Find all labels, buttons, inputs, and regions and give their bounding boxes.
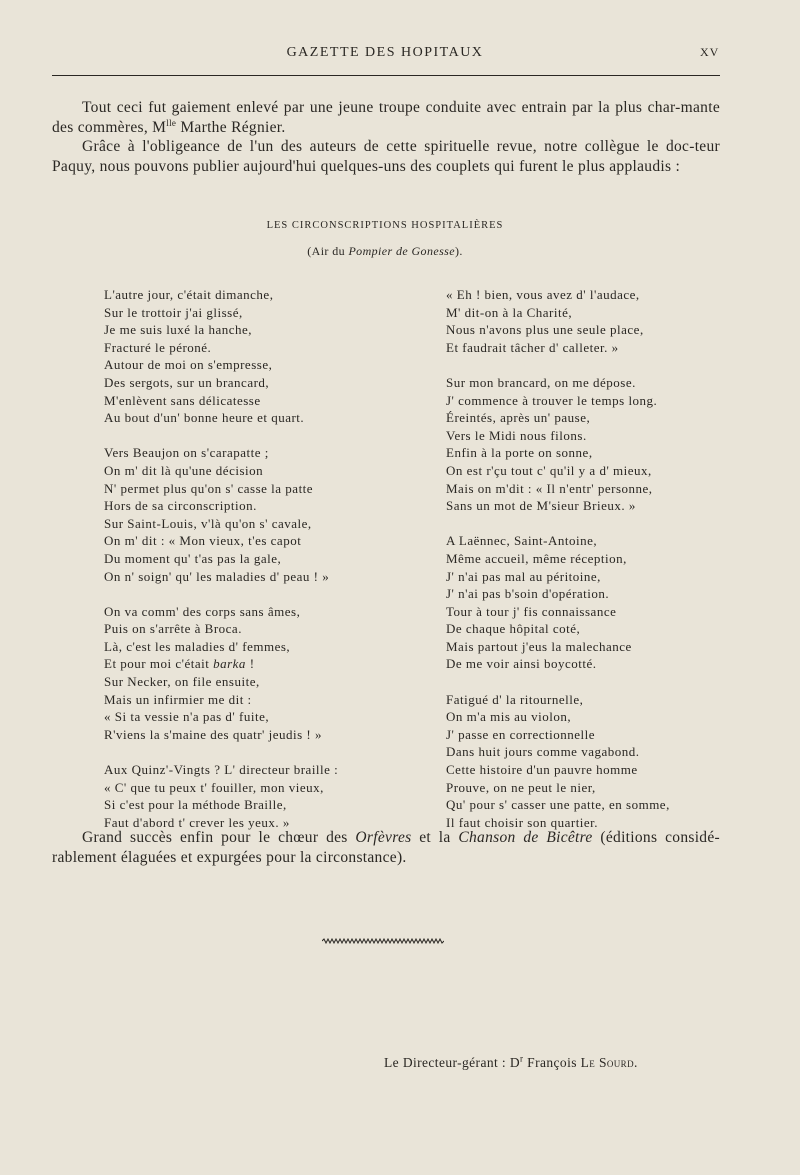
verse-line: Au bout d'un' bonne heure et quart. bbox=[104, 410, 305, 426]
verse-line: L'autre jour, c'était dimanche, bbox=[104, 287, 274, 302]
verse-line: Du moment qu' t'as pas la gale, bbox=[104, 550, 282, 566]
verse-line: J' n'ai pas b'soin d'opération. bbox=[446, 586, 610, 602]
stanza bbox=[104, 444, 404, 585]
verse-column-left bbox=[104, 286, 404, 849]
verse-line: Hors de sa circonscription. bbox=[104, 498, 257, 514]
verse-line: Des sergots, sur un brancard, bbox=[104, 374, 270, 390]
verse-line: Sur Saint-Louis, v'là qu'on s' cavale, bbox=[104, 515, 312, 531]
verse-line: Éreintés, après un' pause, bbox=[446, 410, 591, 426]
verse-line: Sur Necker, on file ensuite, bbox=[104, 674, 260, 690]
verse-line: Même accueil, même réception, bbox=[446, 550, 627, 566]
verse-line: J' passe en correctionnelle bbox=[446, 726, 596, 742]
verse-line: Tour à tour j' fis connaissance bbox=[446, 603, 617, 619]
verse-line: On m'a mis au violon, bbox=[446, 709, 572, 725]
verse-line: M'enlèvent sans délicatesse bbox=[104, 392, 261, 408]
verse-line: Sur le trottoir j'ai glissé, bbox=[104, 304, 243, 320]
verse-line: On n' soign' qu' les maladies d' peau ! » bbox=[104, 568, 330, 584]
verse-line: Là, c'est les maladies d' femmes, bbox=[104, 638, 291, 654]
verse-line: Il faut choisir son quartier. bbox=[446, 814, 599, 830]
stanza bbox=[446, 691, 746, 832]
verse-line: Sur mon brancard, on me dépose. bbox=[446, 374, 636, 390]
page-number: XV bbox=[700, 45, 720, 59]
verse-line: Cette histoire d'un pauvre homme bbox=[446, 762, 638, 778]
verse-line: On m' dit là qu'une décision bbox=[104, 462, 264, 478]
stanza bbox=[104, 761, 404, 831]
verse-line: Autour de moi on s'empresse, bbox=[104, 357, 273, 373]
stanza bbox=[104, 603, 404, 744]
intro-paragraph-1: Tout ceci fut gaiement enlevé par une jeune troupe conduite avec entrain par la plus char-mante des commères, $M^{lle}$ Marthe Régnier. bbox=[52, 99, 720, 136]
verse-line: On va comm' des corps sans âmes, bbox=[104, 603, 301, 619]
verse-line: Nous n'avons plus une seule place, bbox=[446, 322, 644, 338]
closing-paragraph: Grand succès enfin pour le chœur des Orfèvres et la Chanson de Bicêtre (éditions considé-rablement élaguées et expurgées pour la circonstance). bbox=[52, 829, 720, 866]
verse-line: N' permet plus qu'on s' casse la patte bbox=[104, 480, 314, 496]
song-air-line: (Air du Pompier de Gonesse). bbox=[307, 244, 463, 258]
verse-line: De chaque hôpital coté, bbox=[446, 621, 581, 637]
verse-line: Fracturé le péroné. bbox=[104, 339, 212, 355]
mademoiselle-superscript: lle bbox=[166, 117, 177, 128]
verse-line: Je me suis luxé la hanche, bbox=[104, 322, 253, 338]
verse-line: Mais on m'dit : « Il n'entr' personne, bbox=[446, 480, 653, 496]
verse-line: Et pour moi c'était barka ! bbox=[104, 656, 255, 672]
barka-word: barka bbox=[213, 656, 246, 672]
closing-text bbox=[52, 828, 720, 867]
verse-line: De me voir ainsi boycotté. bbox=[446, 656, 597, 672]
verse-line: Sans un mot de M'sieur Brieux. » bbox=[446, 498, 636, 514]
verse-line: A Laënnec, Saint-Antoine, bbox=[446, 533, 598, 549]
verse-line: M' dit-on à la Charité, bbox=[446, 304, 573, 320]
verse-line: Faut d'abord t' crever les yeux. » bbox=[104, 814, 290, 830]
intro-paragraph-2: Grâce à l'obligeance de l'un des auteurs de cette spirituelle revue, notre collègue le doc-teur Paquy, nous pouvons publier aujourd'hui quelques-uns des couplets qui furent le plus applaudis : bbox=[52, 138, 720, 175]
verse-line: J' n'ai pas mal au péritoine, bbox=[446, 568, 601, 584]
verse-line: J' commence à trouver le temps long. bbox=[446, 392, 658, 408]
header-rule bbox=[52, 75, 720, 76]
verse-line: Mais partout j'eus la malechance bbox=[446, 638, 632, 654]
verse-line: Dans huit jours comme vagabond. bbox=[446, 744, 640, 760]
verse-line: Qu' pour s' casser une patte, en somme, bbox=[446, 797, 670, 813]
verse-line: On est r'çu tout c' qu'il y a d' mieux, bbox=[446, 462, 652, 478]
verse-line: Mais un infirmier me dit : bbox=[104, 691, 252, 707]
verse-column-right bbox=[446, 286, 746, 849]
title-chanson-de-bicetre: Chanson de Bicêtre bbox=[458, 829, 593, 846]
verse-line: R'viens la s'maine des quatr' jeudis ! » bbox=[104, 726, 323, 742]
air-name: Pompier de Gonesse bbox=[348, 244, 455, 258]
song-title: LES CIRCONSCRIPTIONS HOSPITALIÈRES bbox=[266, 220, 504, 231]
verse-line: Fatigué d' la ritournelle, bbox=[446, 691, 584, 707]
docteur-superscript: r bbox=[520, 1053, 524, 1064]
verse-line: « Eh ! bien, vous avez d' l'audace, bbox=[446, 287, 640, 302]
verse-line: On m' dit : « Mon vieux, t'es capot bbox=[104, 533, 302, 549]
stanza bbox=[446, 286, 746, 356]
verse-line: Aux Quinz'-Vingts ? L' directeur braille : bbox=[104, 762, 339, 778]
title-orfevres: Orfèvres bbox=[355, 829, 412, 846]
verse-line: « Si ta vessie n'a pas d' fuite, bbox=[104, 709, 270, 725]
verse-line: Et faudrait tâcher d' calleter. » bbox=[446, 339, 619, 355]
stanza bbox=[446, 374, 746, 515]
verse-line: Vers le Midi nous filons. bbox=[446, 427, 587, 443]
running-header-title: GAZETTE DES HOPITAUX bbox=[286, 45, 484, 60]
verse-line: « C' que tu peux t' fouiller, mon vieux, bbox=[104, 779, 324, 795]
verse-line: Enfin à la porte on sonne, bbox=[446, 445, 593, 461]
verse-line: Prouve, on ne peut le nier, bbox=[446, 779, 596, 795]
director-surname: Le Sourd bbox=[580, 1055, 634, 1070]
signature-line: Le Directeur-gérant : $D^r$ François Le Sourd. bbox=[384, 1053, 638, 1070]
verse-line: Si c'est pour la méthode Braille, bbox=[104, 797, 287, 813]
verse-line: Puis on s'arrête à Broca. bbox=[104, 621, 242, 637]
wavy-separator bbox=[322, 938, 444, 944]
stanza bbox=[104, 286, 404, 427]
stanza bbox=[446, 532, 746, 673]
verse-line: Vers Beaujon on s'carapatte ; bbox=[104, 445, 269, 461]
intro-text bbox=[52, 98, 720, 176]
